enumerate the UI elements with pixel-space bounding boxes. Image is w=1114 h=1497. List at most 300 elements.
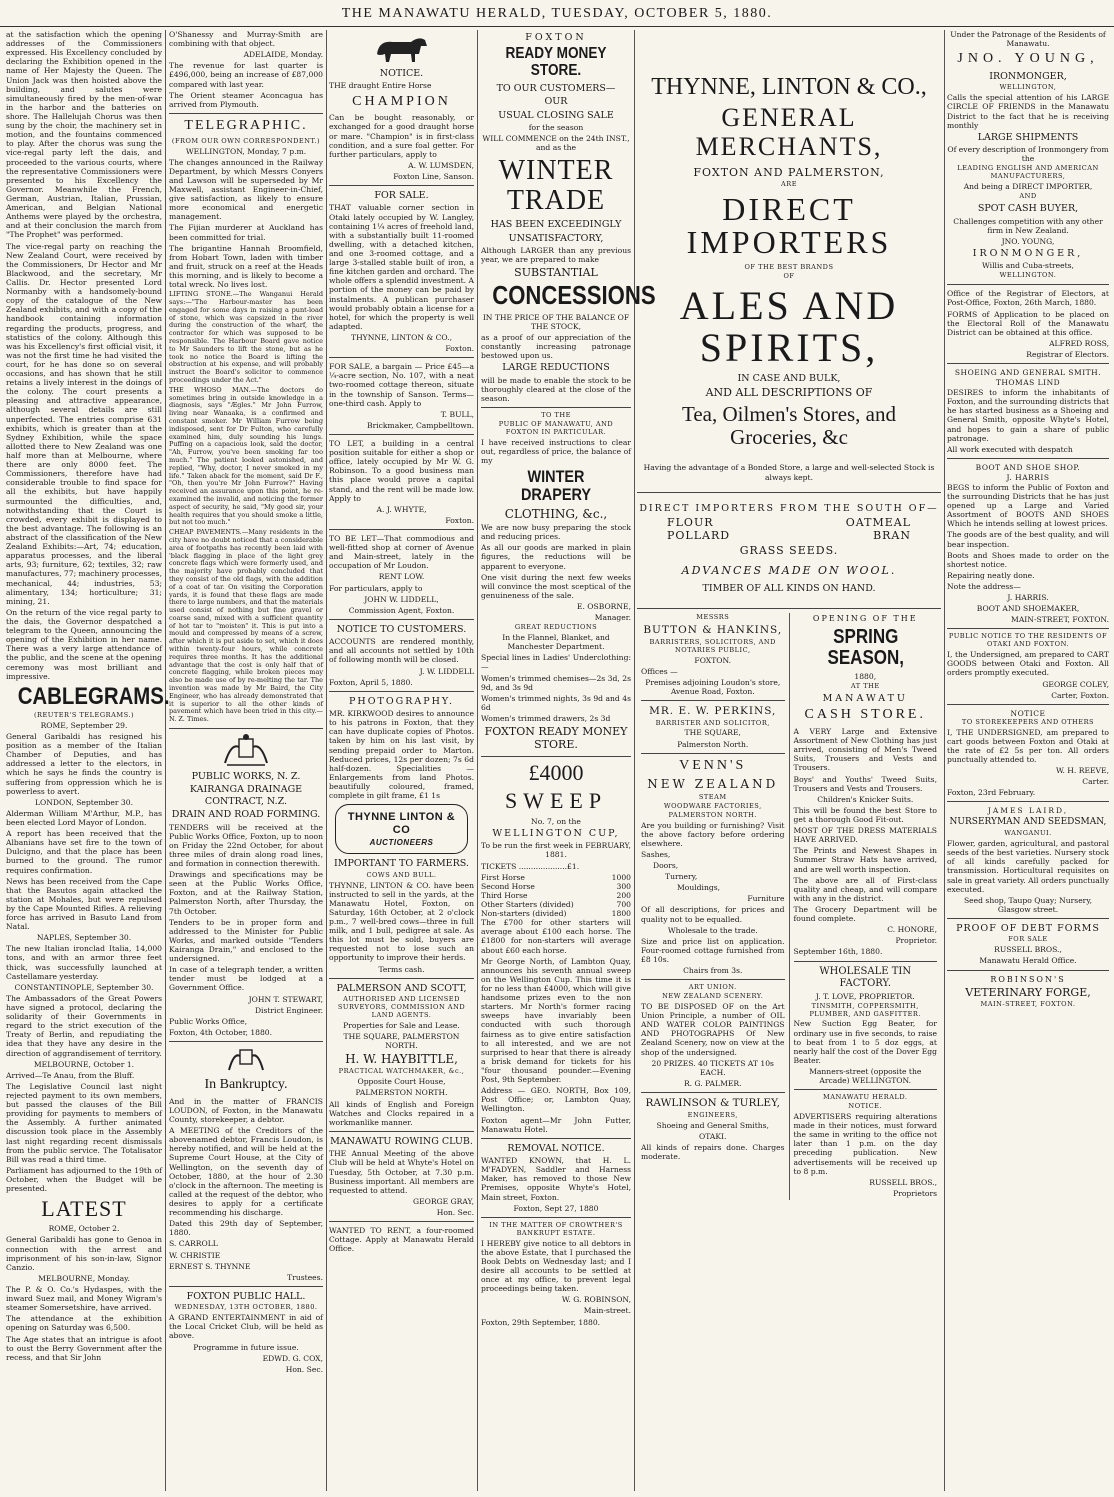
ad-paragraph: Repairing neatly done. bbox=[947, 570, 1035, 580]
ad-subheading: IRONMONGER, bbox=[989, 71, 1067, 83]
ad-heading: FOR SALE. bbox=[374, 190, 429, 202]
ad-signature: Carter. bbox=[1082, 777, 1109, 787]
divider bbox=[329, 185, 474, 186]
ad-subheading: OPENING OF THE bbox=[812, 614, 918, 624]
ad-subheading: GRASS SEEDS. bbox=[739, 544, 839, 558]
ad-signature: Registrar of Electors. bbox=[1026, 349, 1109, 359]
ad-paragraph: IN THE PRICE OF THE BALANCE OF THE STOCK, bbox=[482, 312, 630, 331]
ad-subheading: AUTHORISED AND LICENSED SURVEYORS, COMMISSION AND LAND AGENTS. bbox=[337, 995, 466, 1019]
ad-paragraph: MR. KIRKWOOD desires to announce to his patrons in Foxton, that they can have duplicate copies of Photos. taken by him on his last visit, by sending prepaid order to Marton. Reduced prices, 12s per dozen; 7s 6d half-dozen. Specialities — Enlargements from land Photos. beautifully coloured, framed, complete in gilt frame, £1 1s bbox=[329, 709, 474, 801]
ad-paragraph: Wholesale to the trade. bbox=[667, 925, 758, 935]
prize-row bbox=[481, 882, 631, 891]
ad-paragraph: This will be found the best Store to get a thorough Good Fit-out. bbox=[793, 805, 937, 824]
ad-paragraph: The Grocery Department will be found complete. bbox=[793, 904, 937, 924]
news-paragraph: The Age states that an intrigue is afoot to oust the Berry Government after the recess, and that Sir John bbox=[6, 1334, 162, 1362]
divider bbox=[637, 608, 941, 609]
prize-label: Second Horse bbox=[481, 881, 535, 891]
divider bbox=[947, 363, 1109, 364]
ad-signature: J. HARRIS. bbox=[1007, 593, 1049, 603]
news-paragraph: The revenue for last quarter is £496,000, being an increase of £87,000 compared with last year. bbox=[169, 61, 323, 89]
ad-paragraph: Can be bought reasonably, or exchanged for a good draught horse or mare. "Champion" is in first-class condition, and a sure foal getter. For further particulars, apply to bbox=[329, 113, 474, 159]
column-rule bbox=[477, 30, 478, 1491]
auctioneers-stamp bbox=[335, 804, 468, 854]
masthead bbox=[0, 0, 1114, 27]
dateline: NAPLES, September 30. bbox=[36, 933, 132, 943]
news-paragraph: The vice-regal party on reaching the New Zealand Court, were received by the Commissioners, Dr Hector and Mr Blackwood, and the secretary, Mr Callis. Dr. Hector presented Lord Normanby with a handsomely-bound copy of the catalogue of the New Zealand exhibits, and with a copy of the handbook containing information regarding the products, progress, and statistics of the colony. Although this was his Excellency's first official visit, it was not the first time he had visited the court, for he has done so on several occasions, and has shown that he still retains a lively interest in the doings of the colony. The court presents a pleasing and attractive appearance, although several details are still unperfected. The entries comprise 631 exhibits, which is greater than at the Sydney Exhibition, while the space allotted there to New Zealand was one half more than at Melbourne, where there are only 8000 feet. The Commissioners, therefore have had considerable trouble to find space for all the exhibits, but have happily surmounted the difficulties, and, notwithstanding that the Court is crowded, every exhibit is displayed to the best advantage. The following is an abstract of the classification of the New Zealand Exhibits:—Art, 74; education, apparatus processes, and the liberal arts, 93; furniture, 62; textiles, 32; raw manufactures, 77; machinery processes, mechanical, 44; industries, 53; alimentary, 134; horticulture; 31; mining, 21. bbox=[6, 241, 162, 606]
ad-signature: T. BULL, bbox=[440, 409, 474, 419]
ad-signature: Brickmaker, Campbelltown. bbox=[367, 420, 474, 430]
divider bbox=[641, 979, 785, 980]
ad-subheading: NEW ZEALAND bbox=[647, 777, 779, 792]
ad-subheading: IRONMONGER, bbox=[972, 247, 1084, 259]
divider bbox=[169, 728, 323, 729]
column-2 bbox=[169, 30, 323, 1491]
ad-heading: BUTTON & HANKINS, bbox=[643, 624, 783, 637]
ad-paragraph: TO BE LET—That commodious and well-fitted shop at corner of Avenue and Main-street, lately in the occupation of Mr Loudon. bbox=[329, 533, 474, 571]
divider bbox=[947, 284, 1109, 285]
ad-paragraph: For particulars, apply to bbox=[329, 583, 423, 593]
ad-paragraph: Having the advantage of a Bonded Store, a large and well-selected Stock is always kept. bbox=[643, 463, 935, 482]
ad-signature: Trustees. bbox=[287, 1272, 323, 1282]
ad-paragraph: THE SQUARE, bbox=[684, 728, 741, 738]
ad-paragraph: PALMERSTON NORTH. bbox=[355, 1088, 448, 1098]
ad-paragraph: The goods are of the best quality, and will bear inspection. bbox=[947, 530, 1109, 549]
tea-heading: Tea, Oilmen's Stores, and Groceries, &c bbox=[681, 402, 897, 450]
ad-heading: CASH STORE. bbox=[804, 707, 926, 723]
ad-signature: District Engineer. bbox=[254, 1005, 323, 1015]
ad-signature: Foxton. bbox=[445, 344, 474, 354]
news-paragraph: THE WHOSO MAN.—The doctors do sometimes bring in outside knowledge in a diagnosis, says "Ægles." Mr John Furrow, living near Wanaaka, is a confirmed and constant smoker. Mr William Furrow being indisposed, sent for Dr Fulton, who carefully examined him, duly sounding his lungs. Puffing on a capacious look, said the doctor, "Ah, Furrow, you've been smoking far too much." The patient looked astonished, and replied, "Why, doctor, I never smoked in my life." Taken aback for the moment, said Dr F., "Oh, then you're Mr John Furrow?" Having received an assurance upon this point, he re-examined the invalid, and noticing the former aspect of security, he said, "My good sir, your health requires that you should smoke a little, but not too much." bbox=[169, 385, 323, 527]
divider bbox=[481, 756, 631, 757]
prize-label: Non-starters (divided) bbox=[481, 909, 567, 919]
ad-heading: REMOVAL NOTICE. bbox=[507, 1142, 605, 1154]
ad-heading: FOXTON READY MONEY STORE. bbox=[484, 725, 628, 752]
sub-column-right bbox=[789, 613, 942, 1200]
column-5 bbox=[637, 30, 941, 1491]
divider bbox=[641, 700, 785, 701]
ad-subheading: TO OUR CUSTOMERS— bbox=[496, 82, 616, 94]
ad-signature: JNO. YOUNG, bbox=[1001, 236, 1055, 246]
news-paragraph: at the satisfaction which the opening addresses of the Commissioners expressed. His Excellency concluded by declaring the Exhibition opened in the name of Her Majesty the Queen. The Union Jack was then hoisted above the building, and salutes were simultaneously fired by the men-of-war in the harbor and the batteries on shore. The Hallelujah Chorus was then sung by the choir, the machinery set in motion, and the fountains commenced to play. After the chorus was sung the vice-regal party left the dais, and proceeded to the various courts, where the representative Commissioners were presented to his Excellency the Governor. Meanwhile the French, German, Austrian, Italian, Prussian, American, and Belgian National Anthems were played by the orchestra, and at their conclusion the march from "The Prophet" was performed. bbox=[6, 30, 162, 240]
prize-amount: 1000 bbox=[611, 872, 631, 882]
ad-paragraph: Are you building or furnishing? Visit the above factory before ordering elsewhere. bbox=[641, 820, 785, 848]
stamp-role: AUCTIONEERS bbox=[369, 837, 434, 847]
ad-paragraph: TENDERS will be received at the Public Works Office, Foxton, up to noon on Friday the 22nd October, for about three miles of drain along road lines, and formation in connection therewith. bbox=[169, 822, 323, 869]
ad-signature: Proprietor. bbox=[895, 936, 937, 946]
prize-row bbox=[481, 873, 631, 882]
ad-heading: ROBINSON'S bbox=[990, 974, 1066, 984]
ad-heading: VENN'S bbox=[679, 757, 747, 773]
prize-row bbox=[481, 909, 631, 918]
ad-subheading: TINSMITH, COPPERSMITH, PLUMBER, AND GASFITTER. bbox=[809, 1001, 921, 1018]
ad-paragraph: We are now busy preparing the stock and reducing prices. bbox=[481, 523, 631, 542]
divider bbox=[794, 961, 938, 962]
prize-label: First Horse bbox=[481, 872, 525, 882]
ad-paragraph: Drawings and specifications may be seen at the Public Works Office, Foxton, and at the Railway Station, Palmerston North, after Thursday, the 7th October. bbox=[169, 870, 323, 916]
ad-subheading: DIRECT IMPORTERS FROM THE SOUTH OF— bbox=[639, 502, 939, 514]
divider bbox=[329, 1221, 474, 1222]
ad-paragraph: In case of a telegraph tender, a written tender must be lodged at a Government Office. bbox=[169, 965, 323, 993]
column-6 bbox=[947, 30, 1109, 1491]
ad-paragraph: Chairs from 3s. bbox=[683, 966, 743, 976]
ad-subheading: AT THE bbox=[850, 681, 880, 690]
ad-paragraph: Mr George North, of Lambton Quay, announces his seventh annual sweep on the Wellington Cup. This time it is for no less than £4000, which will give handsome prizes even to the non starters. Mr North's former racing sweeps have invariably been conducted with such thorough fairness as to give entire satisfaction to all interested, and we are not surprised to hear that there is already a brisk demand for tickets for his "four thousand pounder.—Evening Post, 9th September. bbox=[481, 956, 631, 1085]
ad-subheading: WELLINGTON. bbox=[999, 271, 1057, 280]
ad-paragraph: Turnery, bbox=[665, 872, 698, 882]
divider bbox=[481, 1138, 631, 1139]
divider bbox=[947, 628, 1109, 629]
prize-amount: 1800 bbox=[611, 909, 631, 919]
ad-signature: EDWD. G. COX, bbox=[262, 1353, 323, 1363]
ad-signature: Foxton. bbox=[445, 515, 474, 525]
ad-heading: NOTICE. bbox=[379, 68, 424, 79]
ad-paragraph: TICKETS ....................£1. bbox=[481, 861, 580, 871]
spacer bbox=[637, 30, 941, 70]
ad-paragraph: Foxton, Sept 27, 1880 bbox=[513, 1203, 599, 1213]
sub-columns bbox=[637, 613, 941, 1200]
ad-paragraph: THE Annual Meeting of the above Club will be held at Whyte's Hotel on Tuesday, 5th October, at 7.30 p.m. Business important. All members are requested to attend. bbox=[329, 1149, 474, 1195]
ad-signature: Foxton Line, Sanson. bbox=[393, 171, 474, 181]
dateline: WELLINGTON, Monday, 7 p.m. bbox=[185, 146, 307, 156]
ad-signature: JOHN T. STEWART, bbox=[248, 994, 323, 1004]
divider bbox=[329, 978, 474, 979]
ad-subheading: MESSRS bbox=[696, 613, 730, 622]
ad-heading: WHOLESALE TIN FACTORY. bbox=[819, 965, 912, 989]
ad-heading: PUBLIC NOTICE TO THE RESIDENTS OF OTAKI AND FOXTON. bbox=[948, 632, 1108, 649]
news-paragraph: Arrived—Te Anau, from the Bluff. bbox=[6, 1070, 135, 1080]
ad-paragraph: Flower, garden, agricultural, and pastoral seeds of the best varieties. Nursery stock of all kinds carefully packed for transmission. Horticultural requisites on sale in great variety. All orders punctually executed. bbox=[947, 839, 1109, 894]
divider bbox=[947, 704, 1109, 705]
ad-heading: FOXTON PUBLIC HALL. bbox=[186, 1290, 306, 1302]
divider bbox=[947, 801, 1109, 802]
ad-subheading: AND ALL DESCRIPTIONS OF bbox=[705, 386, 873, 400]
ad-paragraph: One visit during the next few weeks will convince the most sceptical of the genuineness of the sale. bbox=[481, 572, 631, 600]
ad-paragraph: Premises adjoining Loudon's store, Avenue Road, Foxton. bbox=[645, 677, 781, 696]
ad-subheading: SPOT CASH BUYER, bbox=[977, 203, 1079, 215]
ad-heading: IMPORTANT TO FARMERS. bbox=[334, 858, 469, 870]
ad-heading: PALMERSON AND SCOTT, bbox=[336, 982, 467, 994]
ad-heading: FOXTON bbox=[525, 32, 587, 43]
winter-drapery-heading: WINTER DRAPERY bbox=[520, 467, 592, 504]
news-paragraph: The Ambassadors of the Great Powers have signed a protocol, declaring the solidarity of their Governments in regard to the strict execution of the Treaty of Berlin, and repudiating the idea that they have any desire in the direction of aggrandisement of territory. bbox=[6, 993, 162, 1058]
ad-paragraph: Women's trimmed nights, 3s 9d and 4s 6d bbox=[481, 693, 631, 712]
ad-paragraph: FORMS of Application to be placed on the Electoral Roll of the Manawatu District can be obtained at this office. bbox=[947, 309, 1109, 337]
ad-signature: Main-street. bbox=[583, 1306, 631, 1316]
ad-signature: BOOT AND SHOEMAKER, bbox=[976, 604, 1080, 614]
ad-signature: Carter, Foxton. bbox=[1051, 690, 1109, 700]
divider bbox=[637, 492, 941, 493]
prize-amount: 700 bbox=[616, 900, 631, 910]
ad-heading: SHOEING AND GENERAL SMITH. bbox=[954, 368, 1102, 378]
ad-signature: Manager. bbox=[594, 613, 631, 623]
dateline: ADELAIDE, Monday. bbox=[243, 50, 323, 60]
ad-paragraph: I, the Undersigned, am prepared to CART GOODS between Otaki and Foxton. All orders promptly executed. bbox=[947, 650, 1109, 678]
ad-subheading: USUAL CLOSING SALE bbox=[498, 109, 614, 121]
sweep-heading: SWEEP bbox=[504, 787, 608, 813]
ad-signature: W. CHRISTIE bbox=[169, 1250, 221, 1260]
ad-subheading: AND bbox=[1019, 192, 1037, 201]
ad-heading: MANAWATU HERALD. bbox=[823, 1093, 908, 1102]
ad-paragraph: Shoeing and General Smiths, bbox=[656, 1120, 769, 1130]
ad-heading: PUBLIC WORKS, N. Z. bbox=[191, 771, 301, 783]
produce-item: FLOUR bbox=[667, 516, 714, 530]
ad-paragraph: Seed shop, Taupo Quay; Nursery, Glasgow street. bbox=[963, 895, 1093, 914]
ad-paragraph: FOXTON. bbox=[694, 655, 732, 665]
ad-paragraph: DESIRES to inform the inhabitants of Foxton, and the surrounding districts that he has started business as a Shoeing and General Smith, opposite Whyte's Hotel, and hopes to gain a share of public patronage. bbox=[947, 388, 1109, 443]
ad-paragraph: THAT valuable corner section in Otaki lately occupied by W. Langley, containing 1¼ acres of freehold land, with a substantially built 11-roomed dwelling, with a detached kitchen, and one 3-roomed cottage, and a large 3-stalled stable built of iron, a fine kitchen garden and orchard. The whole offers a splendid investment. A portion of the money can be paid by instalments. A publican purchaser would probably obtain a license for a hotel, for which the property is well adapted. bbox=[329, 203, 474, 331]
ad-paragraph: FOR SALE, a bargain — Price £45—a ¼-acre section, No. 107, with a neat two-roomed cottage thereon, situate in the township of Sanson. Terms—one-third cash. Apply to bbox=[329, 362, 474, 408]
ad-paragraph: as a proof of our appreciation of the constantly increasing patronage bestowed upon us. bbox=[481, 332, 631, 361]
ad-signature: J. W. LIDDELL bbox=[419, 666, 474, 676]
prize-amount: 200 bbox=[616, 890, 631, 900]
news-paragraph: The changes announced in the Railway Department, by which Messrs Conyers and Lawson will be superseded by Mr Maxwell, assistant Engineer-in-Chief, give satisfaction, as likely to ensure more economical and energetic management. bbox=[169, 157, 323, 222]
divider bbox=[329, 357, 474, 358]
column-rule bbox=[944, 30, 945, 1491]
prize-row bbox=[481, 900, 631, 909]
ad-signature: E. OSBORNE, bbox=[576, 602, 631, 612]
column-3 bbox=[329, 30, 474, 1491]
ad-subheading: IN CASE AND BULK, bbox=[737, 372, 841, 384]
direct-importers-heading: DIRECT IMPORTERS bbox=[686, 190, 892, 261]
ad-paragraph: Dated this 29th day of September, 1880. bbox=[169, 1219, 323, 1238]
news-paragraph: The attendance at the exhibition opening on Saturday was 6,500. bbox=[6, 1314, 162, 1333]
news-paragraph: On the return of the vice regal party to the dais, the Governor despatched a telegram to the Queen, announcing the opening of the Exhibition in her name. There was a very large attendance of the public, and the scene at the opening ceremony was most brilliant and impressive. bbox=[6, 607, 162, 681]
ad-paragraph: Programme in future issue. bbox=[193, 1342, 299, 1352]
divider bbox=[329, 1131, 474, 1132]
ad-paragraph: Opposite Court House, bbox=[357, 1077, 446, 1087]
ad-paragraph: A VERY Large and Extensive Assortment of New Clothing has just arrived, consisting of Men's Tweed Suits, Trousers and Vests and Trousers. bbox=[793, 726, 937, 773]
ad-subheading: CLOTHING, &c., bbox=[504, 506, 608, 521]
ad-subheading: OUR bbox=[544, 96, 568, 108]
news-paragraph: The Orient steamer Aconcagua has arrived from Plymouth. bbox=[169, 90, 323, 109]
ad-paragraph: And in the matter of FRANCIS LOUDON, of Foxton, in the Manawatu County, storekeeper, a debtor. bbox=[169, 1096, 323, 1125]
prize-label: Third Horse bbox=[481, 890, 528, 900]
ad-subheading: TIMBER OF ALL KINDS ON HAND. bbox=[702, 582, 876, 594]
general-merchants-heading: GENERAL MERCHANTS, bbox=[695, 103, 883, 161]
ad-subheading: VETERINARY FORGE, bbox=[965, 986, 1091, 1000]
divider bbox=[329, 529, 474, 530]
ad-subheading: PUBLIC OF MANAWATU, AND FOXTON IN PARTICULAR. bbox=[498, 419, 614, 436]
ad-paragraph: All work executed with despatch bbox=[947, 444, 1073, 454]
ad-signature: GEORGE COLEY, bbox=[1042, 679, 1109, 689]
ad-subheading: TO THE bbox=[541, 411, 571, 420]
ad-paragraph: Note the address— bbox=[947, 581, 1021, 591]
column-rule bbox=[165, 30, 166, 1491]
ad-subheading: SUBSTANTIAL bbox=[514, 266, 598, 280]
dateline: LONDON, September 30. bbox=[35, 797, 133, 807]
coat-of-arms-icon bbox=[169, 733, 323, 769]
ad-paragraph: TO BE DISPOSED OF on the Art Union Principle, a number of OIL AND WATER COLOR PAINTINGS AND PHOTOGRAPHS Of New Zealand Scenery, now on view at the shop of the undersigned. bbox=[641, 1002, 785, 1057]
divider bbox=[481, 1217, 631, 1218]
ad-signature: GEORGE GRAY, bbox=[413, 1196, 474, 1206]
firm-name: THYNNE, LINTON & CO., bbox=[651, 74, 927, 100]
bankruptcy-heading: In Bankruptcy. bbox=[204, 1077, 288, 1093]
ad-subheading: GREAT REDUCTIONS bbox=[514, 623, 598, 632]
ad-subheading: FOXTON AND PALMERSTON, bbox=[693, 165, 885, 179]
ad-signature: Hon. Sec. bbox=[285, 1364, 323, 1374]
ad-paragraph: All kinds of English and Foreign Watches and Clocks repaired in a workmanlike manner. bbox=[329, 1099, 474, 1127]
ad-signature: Public Works Office, bbox=[169, 1016, 247, 1026]
ad-paragraph: A GRAND ENTERTAINMENT in aid of the Local Cricket Club, will be held as above. bbox=[169, 1313, 323, 1341]
ad-paragraph: A MEETING of the Creditors of the abovenamed debtor, Francis Loudon, is hereby notified, and will be held at the Supreme Court House, at the City of Wellington, on the seventh day of October, 1880, at the hour of 2.30 o'clock in the afternoon. The meeting is called at the request of the debtor, who desires to apply for a certificate recommending his discharge. bbox=[169, 1126, 323, 1218]
ad-subheading: PALMERSTON NORTH. bbox=[668, 810, 757, 819]
news-paragraph: CHEAP PAVEMENTS.—Many residents in the city have no doubt noticed that a considerable area of footpaths has recently been laid with 'black flagging in place of the light grey concrete flags which were formerly used, and the majority have probably concluded that they consist of the old flags, with the addition of a coat of tar. On visiting the Corporation yards, it is found that these flags are made there to large numbers, and that the materials used consist of nothing but fine gravel or coarse sand, mixed with a sufficient quantity of hot tar to "moisten" it. This is put into a mould and compressed by means of a screw, after which it is put aside to set, which it does within twenty-four hours, while concrete requires three months. It has the additional advantage that the cost is only half that of concrete flagging, while broken pieces may also be made use of by re-melting the tar. The invention was made by Mr Baird, the City Engineer, who has already demonstrated that it is superior to all the other kinds of pavement which have been tried in this city.—N. Z. Times. bbox=[169, 528, 323, 724]
prize-row bbox=[481, 891, 631, 900]
dateline: ROME, October 2. bbox=[48, 1224, 120, 1234]
sub-column-left bbox=[637, 613, 789, 1200]
divider bbox=[329, 619, 474, 620]
column-1 bbox=[6, 30, 170, 1491]
ad-paragraph: Terms cash. bbox=[378, 964, 425, 974]
news-paragraph: News has been received from the Cape that the Basutos again attacked the station at Mohales, but were repulsed by the Cape Mounted Rifles. A relieving force has arrived in Basuto Land from Natal. bbox=[6, 876, 162, 932]
ad-subheading: LARGE SHIPMENTS bbox=[977, 131, 1079, 143]
news-paragraph: General Garibaldi has gone to Genoa in connection with the arrest and imprisonment of his son-in-law, Signor Canzio. bbox=[6, 1235, 162, 1272]
ad-subheading: HAS BEEN EXCEEDINGLY bbox=[490, 219, 622, 231]
ad-paragraph: Although LARGER than any previous year, we are prepared to make bbox=[481, 246, 631, 265]
ad-signature: W. H. REEVE, bbox=[1056, 766, 1109, 776]
ad-paragraph: Offices — bbox=[641, 666, 678, 676]
news-paragraph: The Legislative Council last night rejected payment to its own members, but passed the clauses of the Bill providing for payments to members of the Assembly. A further animated discussion took place in the Assembly last night regarding recent dismissals from the public service. The Totalisator Bill was read a third time. bbox=[6, 1081, 162, 1164]
ad-paragraph: WILL COMMENCE on the 24th INST., and as the bbox=[482, 134, 630, 153]
ad-heading: BOOT AND SHOE SHOP. bbox=[975, 462, 1081, 472]
produce-item: POLLARD bbox=[667, 529, 731, 543]
cablegrams-heading: CABLEGRAMS. bbox=[17, 682, 170, 710]
divider bbox=[947, 458, 1109, 459]
ad-paragraph: The £700 for other starters will average about £100 each horse. The £1800 for non-starters will average about £60 each horse. bbox=[481, 918, 631, 955]
ad-heading: PHOTOGRAPHY. bbox=[349, 695, 454, 707]
ad-paragraph: Address — GEO. NORTH, Box 109, Post Office; or, Lambton Quay, Wellington. bbox=[481, 1086, 631, 1114]
ad-paragraph: Foxton agent—Mr John Futter, Manawatu Hotel. bbox=[481, 1115, 631, 1134]
ad-subheading: OF bbox=[783, 271, 795, 280]
ad-paragraph: As all our goods are marked in plain figures, the reductions will be apparent to everyone. bbox=[481, 543, 631, 571]
ad-subheading: UNSATISFACTORY, bbox=[508, 232, 604, 244]
news-paragraph: Parliament has adjourned to the 19th of October, when the Budget will be presented. bbox=[6, 1165, 162, 1194]
news-paragraph: The new Italian ironclad Italia, 14,000 tons, and with an armor three feet thick, was successfully launched at Castellamare yesterday. bbox=[6, 944, 162, 981]
ad-signature: RUSSELL BROS., bbox=[994, 945, 1062, 955]
ad-subheading: BARRISTER AND SOLICITOR, bbox=[655, 718, 770, 727]
news-paragraph: Alderman William M'Arthur, M.P., has been elected Lord Mayor of London. bbox=[6, 808, 162, 827]
ad-signature: RUSSELL BROS., bbox=[869, 1177, 937, 1187]
divider bbox=[329, 434, 474, 435]
ad-paragraph: I, THE UNDERSIGNED, am prepared to cart goods between Foxton and Otaki at the rate of £2 5s per ton. All orders punctually attended to. bbox=[947, 727, 1109, 764]
ad-paragraph: Furniture bbox=[747, 894, 785, 904]
ad-paragraph: RENT LOW. bbox=[378, 572, 425, 582]
ad-subheading: WEDNESDAY, 13TH OCTOBER, 1880. bbox=[174, 1303, 318, 1312]
ad-paragraph: Of all descriptions, for prices and quality not to be equalled. bbox=[641, 905, 785, 924]
prize-label: Other Starters (divided) bbox=[481, 900, 574, 910]
ad-subheading: NURSERYMAN AND SEEDSMAN, bbox=[949, 817, 1107, 828]
dateline: MELBOURNE, October 1. bbox=[33, 1059, 135, 1069]
ad-paragraph: In the Flannel, Blanket, and Manchester Department. bbox=[502, 633, 610, 652]
ad-heading: DRAIN AND ROAD FORMING. bbox=[171, 809, 321, 821]
ad-paragraph: No. 7, on the bbox=[531, 816, 581, 826]
ad-signature: Foxton, April 5, 1880. bbox=[329, 677, 413, 687]
coat-of-arms-icon bbox=[169, 1046, 323, 1074]
ad-paragraph: Challenges competition with any other firm in New Zealand. bbox=[953, 216, 1103, 235]
ad-signature: Foxton, 29th September, 1880. bbox=[481, 1317, 601, 1327]
ad-signature: Commission Agent, Foxton. bbox=[348, 605, 455, 615]
ad-paragraph: Size and price list on application. Four-roomed cottage furnished from £8 10s. bbox=[641, 936, 785, 964]
ad-signature: Proprietors bbox=[893, 1188, 937, 1198]
ad-signature: R. G. PALMER. bbox=[683, 1078, 742, 1088]
news-paragraph: LIFTING STONE.—The Wanganui Herald says:—"The Harbour-master has been engaged for some days in raising a punt-load of stone, which was capsized in the river during the construction of the wharf, the contractor for which was supposed to be responsible. The Harbour Board gave notice to Mr Saunders to lift the stone, but as he took no notice the Board is lifting the obstruction at his expense, and will probably instruct the Board's solicitor to commence proceedings under the Act." bbox=[169, 290, 323, 384]
ad-subheading: MAIN-STREET, FOXTON. bbox=[980, 1000, 1076, 1009]
ad-paragraph: Boys' and Youths' Tweed Suits, Trousers and Vests and Trousers. bbox=[793, 774, 937, 793]
telegraphic-subheading: (FROM OUR OWN CORRESPONDENT.) bbox=[171, 136, 321, 145]
sweep-amount: £4000 bbox=[528, 759, 584, 785]
ad-subheading: OF THE BEST BRANDS bbox=[744, 262, 834, 271]
news-paragraph: The P. & O. Co.'s Hydaspes, with the inward Suez mail, and Money Wigram's steamer Somersetshire, have arrived. bbox=[6, 1284, 162, 1313]
ad-paragraph: Willis and Cuba-streets, bbox=[982, 261, 1074, 271]
ad-paragraph: WANTED TO RENT, a four-roomed Cottage. Apply at Manawatu Herald Office. bbox=[329, 1226, 474, 1254]
ad-subheading: ENGINEERS, bbox=[687, 1110, 738, 1119]
ad-paragraph: Of every description of Ironmongery from the bbox=[947, 145, 1109, 164]
ad-paragraph: Women's trimmed chemises—2s 3d, 2s 9d, and 3s 9d bbox=[481, 673, 631, 692]
divider bbox=[169, 113, 323, 114]
ad-paragraph: MOST OF THE DRESS MATERIALS HAVE ARRIVED. bbox=[793, 826, 937, 845]
ad-subheading: STEAM bbox=[698, 792, 727, 801]
ad-paragraph: All kinds of repairs done. Charges moderate. bbox=[641, 1142, 785, 1161]
divider bbox=[947, 970, 1109, 971]
ad-signature: W. G. ROBINSON, bbox=[561, 1295, 631, 1305]
ad-subheading: WANGANUI. bbox=[1004, 829, 1052, 838]
column-rule bbox=[326, 30, 327, 1491]
ad-paragraph: J. T. LOVE, PROPRIETOR. bbox=[815, 991, 915, 1001]
ad-paragraph: Calls the special attention of his LARGE CIRCLE OF FRIENDS in the Manawatu District to the fact that he is receiving monthly bbox=[947, 93, 1109, 130]
ad-paragraph: ACCOUNTS are rendered monthly, and all accounts not settled by 10th of following month will be closed. bbox=[329, 637, 474, 665]
ad-paragraph: Palmerston North. bbox=[677, 739, 749, 749]
ad-subheading: WELLINGTON, bbox=[999, 83, 1057, 92]
divider bbox=[481, 407, 631, 408]
ad-signature: ERNEST S. THYNNE bbox=[169, 1261, 251, 1271]
ad-subheading: WELLINGTON CUP, bbox=[492, 827, 620, 839]
ad-subheading: MANAWATU bbox=[822, 692, 908, 704]
ad-heading: JAMES LAIRD, bbox=[987, 806, 1069, 816]
divider bbox=[947, 918, 1109, 919]
ad-paragraph: Under the Patronage of the Residents of Manawatu. bbox=[950, 30, 1106, 49]
ad-paragraph: I have received instructions to clear out, regardless of price, the balance of my bbox=[481, 437, 631, 465]
ad-paragraph: Tenders to be in proper form and addressed to the Minister for Public Works, and marked outside "Tenders Kairanga Drain," and enclosed to the undersigned. bbox=[169, 917, 323, 964]
dateline: ROME, September 29. bbox=[40, 720, 128, 730]
ad-paragraph: Sashes, bbox=[641, 849, 671, 859]
ad-paragraph: Office of the Registrar of Electors, at Post-Office, Foxton, 26th March, 1880. bbox=[947, 289, 1109, 308]
news-paragraph: O'Shanessy and Murray-Smith are combining with that object. bbox=[169, 30, 323, 49]
ad-subheading: NOTICE. bbox=[848, 1102, 883, 1111]
produce-item: BRAN bbox=[873, 529, 911, 543]
concessions-heading: CONCESSIONS bbox=[492, 280, 656, 311]
ad-paragraph: Boots and Shoes made to order on the shortest notice. bbox=[947, 550, 1109, 569]
ad-subheading: NEW ZEALAND SCENERY. bbox=[662, 992, 764, 1001]
latest-heading: LATEST bbox=[41, 1196, 127, 1222]
ad-signature: September 16th, 1880. bbox=[793, 947, 883, 957]
ad-paragraph: will be made to enable the stock to be thoroughly cleared at the close of the season. bbox=[481, 375, 631, 403]
produce-row bbox=[637, 516, 941, 529]
ad-subheading: LEADING ENGLISH AND AMERICAN MANUFACTURERS, bbox=[957, 164, 1099, 181]
ad-paragraph: 1880, bbox=[854, 671, 877, 681]
ad-paragraph: Properties for Sale and Lease. bbox=[343, 1020, 460, 1030]
winter-trade-heading: WINTER TRADE bbox=[498, 155, 614, 216]
ales-spirits-heading: ALES AND SPIRITS, bbox=[679, 282, 899, 370]
ad-paragraph: THE SQUARE, PALMERSTON NORTH. bbox=[343, 1031, 460, 1050]
ad-subheading: KAIRANGA DRAINAGE CONTRACT, N.Z. bbox=[189, 784, 303, 807]
ad-heading: PROOF OF DEBT FORMS bbox=[956, 922, 1100, 934]
ad-heading: IN THE MATTER OF CROWTHER'S BANKRUPT ESTATE. bbox=[489, 1220, 623, 1237]
horse-name: CHAMPION bbox=[352, 93, 451, 109]
divider bbox=[329, 691, 474, 692]
ad-paragraph: WANTED KNOWN, that H. L. M'FADYEN, Saddler and Harness Maker, has removed to those New Premises, opposite Whyte's Hotel, Main street, Foxton. bbox=[481, 1156, 631, 1202]
ad-heading: JNO. YOUNG, bbox=[957, 51, 1099, 67]
ad-heading: NOTICE bbox=[1010, 708, 1046, 718]
